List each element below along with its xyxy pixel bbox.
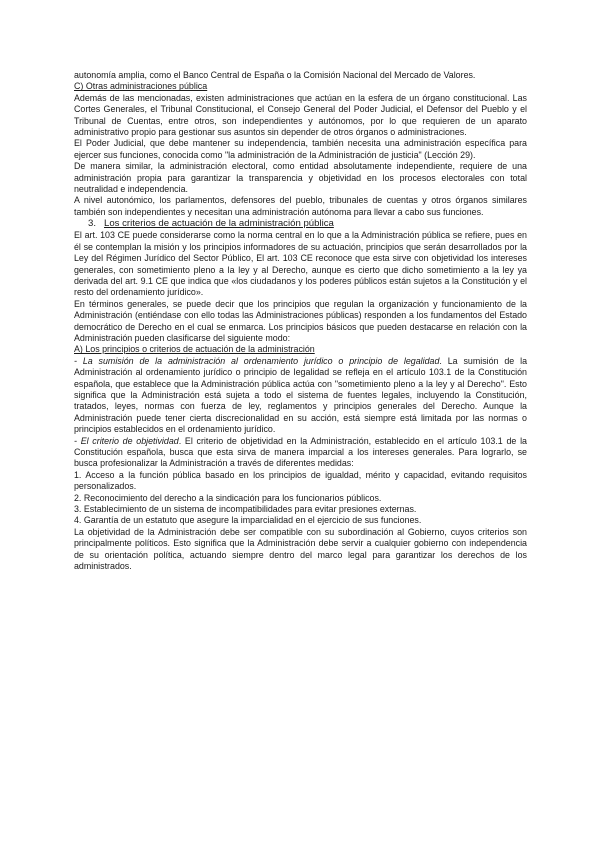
paragraph-end: La objetividad de la Administración debe ser compatible con su subordinación al Gobierno, cuyos criterios son principalmente políticos. Esto significa que la Administración debe servir a cualquier gobierno con independencia de su orientación política, actuando siempre dentro del marco legal para garantizar los derechos de los administrados. [74, 526, 527, 572]
section-3-heading [74, 218, 527, 230]
paragraph-3b: En términos generales, se puede decir que los principios que regulan la organización y funcionamiento de la Administración (entiéndase con ello todas las Administraciones públicas) responden a los fundamentos del Estado democrático de Derecho en el cual se enmarca. Los principios básicos que pueden destacarse en relación con la Administración pueden clasificarse del siguiente modo: [74, 298, 527, 343]
list-item: 3. Establecimiento de un sistema de incompatibilidades para evitar presiones externas. [74, 504, 417, 515]
paragraph-legalidad [74, 356, 527, 436]
paragraph-c1: Además de las mencionadas, existen administraciones que actúan en la esfera de un órgano constitucional. Las Cortes Generales, el Tribunal Constitucional, el Consejo General del Poder Judicial, el Defensor del Pueblo y el Tribunal de Cuentas, entre otros, son independientes y autónomos, por lo que requieren de un aparato administrativo propio para gestionar sus asuntos sin depender de otros órganos o administraciones. [74, 92, 527, 138]
document-page [74, 70, 527, 572]
objetividad-lead: - El criterio de objetividad [74, 435, 179, 446]
section-a-heading: A) Los principios o criterios de actuación de la administración [74, 344, 315, 355]
legalidad-body: . La sumisión de la Administración al ordenamiento jurídico o principio de legalidad se refleja en el artículo 103.1 de la Constitución española, que establece que la Administración pública actúa con "sometimiento pleno a la ley y al Derecho". Esto significa que la Administración está sujeta a todo el sistema de fuentes legales, incluyendo la Constitución, tratados, leyes, normas con fuerza de ley, reglamentos y principios generales del Derecho. Aunque la Administración puede tener cierta discrecionalidad en su acción, está siempre está limitada por las normas o principios establecidos en el ordenamiento jurídico. [74, 355, 527, 435]
paragraph-intro: autonomía amplia, como el Banco Central de España o la Comisión Nacional del Mercado de Valores. [74, 70, 476, 80]
paragraph-c2: El Poder Judicial, que debe mantener su independencia, también necesita una administración específica para ejercer sus funciones, conocida como "la administración de la Administración de justicia" (Lección 29). [74, 138, 527, 160]
list-item: 4. Garantía de un estatuto que asegure la imparcialidad en el ejercicio de sus funciones. [74, 515, 422, 526]
legalidad-lead: - La sumisión de la administración al ordenamiento jurídico o principio de legalidad [74, 355, 440, 366]
paragraph-3a: El art. 103 CE puede considerarse como la norma central en lo que a la Administración pública se refiere, pues en él se contemplan la misión y los principios informadores de su actuación, principios que serán desarrollados por la Ley del Régimen Jurídico del Sector Público, El art. 103 CE reconoce que esta sirve con objetividad los intereses generales, con sometimiento pleno a la ley y al Derecho, aunque es cierto que dicho sometimiento a la ley ya derivada del art. 9.1 CE que indica que «los ciudadanos y los poderes públicos están sujetos a la Constitución y el resto del ordenamiento jurídico». [74, 230, 527, 298]
section-c-heading: C) Otras administraciones pública [74, 81, 208, 92]
paragraph-objetividad [74, 436, 527, 470]
paragraph-c4: A nivel autonómico, los parlamentos, defensores del pueblo, tribunales de cuentas y otros órganos similares también son independientes y necesitan una administración autónoma para llevar a cabo sus funciones. [74, 195, 527, 217]
section-3-number: 3. [88, 218, 97, 230]
list-item: 2. Reconocimiento del derecho a la sindicación para los funcionarios públicos. [74, 492, 382, 503]
paragraph-c3: De manera similar, la administración electoral, como entidad absolutamente independiente, requiere de una administración propia para garantizar la transparencia y objetividad en los procesos electorales con total neutralidad e independencia. [74, 161, 527, 195]
section-3-title: Los criterios de actuación de la administración pública [104, 218, 334, 230]
objetividad-body: . El criterio de objetividad en la Administración, establecido en el artículo 103.1 de la Constitución española, busca que esta sirva de manera imparcial a los intereses generales. Para lograrlo, se busca profesionalizar la Administración a través de diferentes medidas: [74, 435, 527, 469]
list-item: 1. Acceso a la función pública basado en los principios de igualdad, mérito y capacidad, evitando requisitos personalizados. [74, 469, 527, 492]
